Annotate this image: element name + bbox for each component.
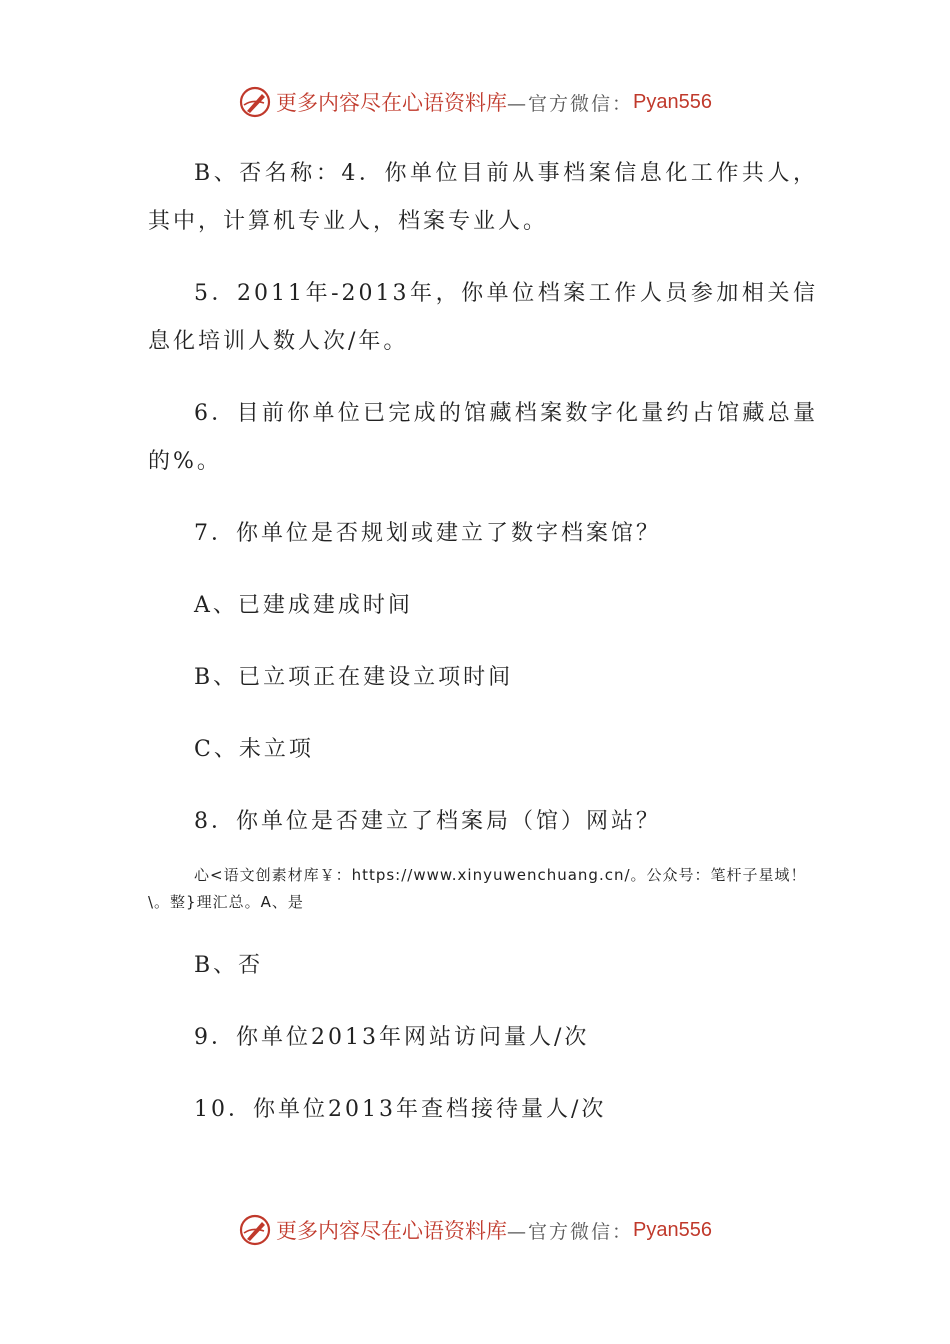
option-8b: B、否 [194, 953, 264, 978]
pen-logo-icon [238, 1213, 272, 1247]
pen-logo-icon [238, 85, 272, 119]
paragraph-question-9: 9．你单位2013年网站访问量人/次 [194, 1025, 590, 1050]
header-banner [0, 82, 950, 122]
paragraph-question-10: 10．你单位2013年查档接待量人/次 [194, 1097, 607, 1122]
banner-wechat-label: —官方微信： [507, 1220, 634, 1243]
footer-banner [0, 1210, 950, 1250]
paragraph-question-4: B、否名称：4．你单位目前从事档案信息化工作共人，其中，计算机专业人，档案专业人。 [148, 161, 818, 234]
banner-wechat-id: Pyan556 [633, 90, 712, 113]
watermark-note: 心<语文创素材库￥：https://www.xinyuwenchuang.cn/。公众号：笔杆子星域！\。整}理汇总。A、是 [148, 866, 807, 911]
option-7a: A、已建成建成时间 [194, 593, 413, 618]
banner-site-name: 更多内容尽在心语资料库 [276, 91, 507, 115]
option-7c: C、未立项 [194, 737, 314, 762]
paragraph-question-8: 8．你单位是否建立了档案局（馆）网站？ [194, 809, 661, 834]
paragraph-question-5: 5．2011年-2013年，你单位档案工作人员参加相关信息化培训人数人次/年。 [148, 281, 818, 354]
banner-wechat-id: Pyan556 [633, 1218, 712, 1241]
banner-wechat-label: —官方微信： [507, 92, 634, 115]
banner-site-name: 更多内容尽在心语资料库 [276, 1219, 507, 1243]
document-body [148, 150, 818, 1158]
paragraph-question-6: 6．目前你单位已完成的馆藏档案数字化量约占馆藏总量的%。 [148, 401, 818, 474]
paragraph-question-7: 7．你单位是否规划或建立了数字档案馆？ [194, 521, 661, 546]
option-7b: B、已立项正在建设立项时间 [194, 665, 514, 690]
